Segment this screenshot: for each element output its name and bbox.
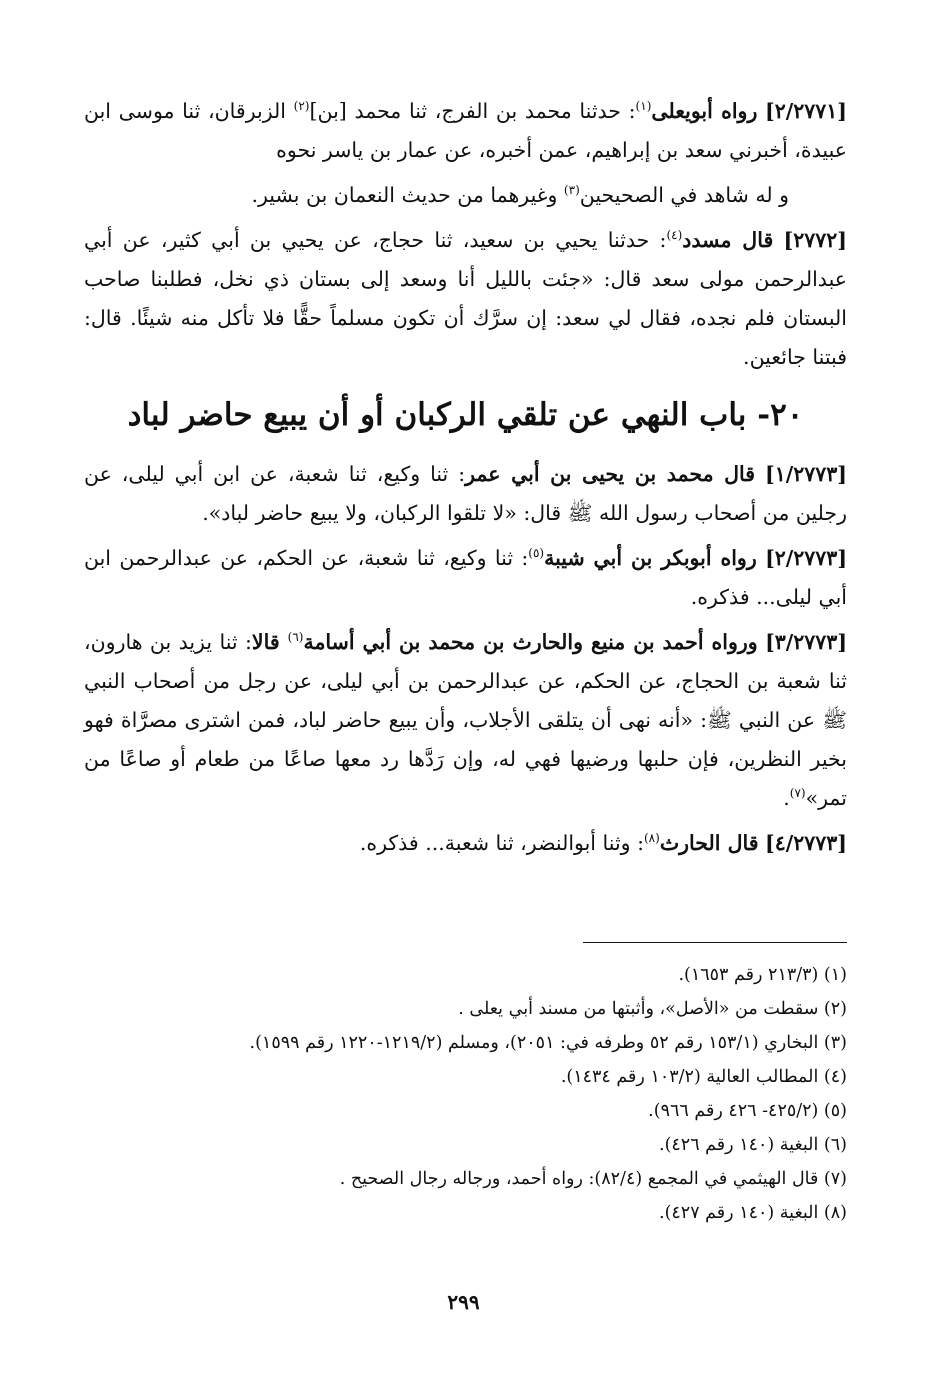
- footnote-marker[interactable]: (٦): [287, 630, 304, 645]
- footnote-marker[interactable]: (٨): [643, 831, 660, 846]
- hadith-ref: [٢/٢٧٧٣]: [765, 546, 848, 570]
- footnote-marker[interactable]: (٥): [528, 546, 545, 561]
- footnote-marker[interactable]: (٧): [789, 786, 806, 801]
- footnote-line: (٨) البغية (١٤٠ رقم ٤٢٧).: [659, 1203, 847, 1223]
- hadith-text: .: [783, 786, 790, 810]
- hadith-text: : وثنا أبوالنضر، ثنا شعبة... فذكره.: [359, 831, 644, 855]
- hadith-paragraph: [84, 176, 847, 215]
- hadith-paragraph: [84, 824, 847, 863]
- hadith-ref: [١/٢٧٧٣]: [765, 462, 847, 486]
- hadith-text: : حدثنا يحيي بن سعيد، ثنا حجاج، عن يحيي بن أبي كثير، عن أبي عبدالرحمن مولى سعد قال: «جئت بالليل أنا وسعد إلى بستان ذي نخل، فطلبنا صاحب البستان فلم نجده، فقال لي سعد: إن سرَّك أن تكون مسلماً حقًّا فلا تأكل منه شيئًا. قال: فبتنا جائعين.: [84, 228, 847, 369]
- footnote-marker[interactable]: (١): [635, 99, 652, 114]
- hadith-text: : حدثنا محمد بن الفرج، ثنا محمد [بن]: [309, 99, 636, 123]
- narrator-lead: قال محمد بن يحيى بن أبي عمر: [465, 462, 756, 486]
- hadith-ref: [٤/٢٧٧٣]: [765, 831, 847, 855]
- footnote-line: (٢) سقطت من «الأصل»، وأثبتها من مسند أبي يعلى .: [458, 999, 847, 1019]
- footnote-divider: [583, 942, 847, 943]
- narrator-lead: رواه أبويعلى: [651, 99, 758, 123]
- footnote-line: (٣) البخاري (١٥٣/١ رقم ٥٢ وطرفه في: ٢٠٥١)، ومسلم (١٢١٩/٢-١٢٢٠ رقم ١٥٩٩).: [249, 1033, 847, 1053]
- footnote-line: (٥) (٤٢٥/٢- ٤٢٦ رقم ٩٦٦).: [648, 1101, 847, 1121]
- narrator-lead: قالا: [251, 630, 288, 654]
- narrator-lead: رواه أبوبكر بن أبي شيبة: [544, 546, 757, 570]
- hadith-paragraph: [84, 221, 847, 377]
- hadith-ref: [٣/٢٧٧٣]: [765, 630, 848, 654]
- hadith-ref: [٢/٢٧٧١]: [765, 99, 847, 123]
- footnote-marker[interactable]: (٣): [563, 183, 580, 198]
- chapter-heading: ٢٠- باب النهي عن تلقي الركبان أو أن يبيع حاضر لباد: [127, 397, 804, 433]
- hadith-text: : ثنا وكيع، ثنا شعبة، عن ابن أبي ليلى، عن رجلين من أصحاب رسول الله ﷺ قال: «لا تلقوا الركبان، ولا يبيع حاضر لباد».: [84, 462, 847, 525]
- narrator-lead: قال مسدد: [682, 228, 774, 252]
- hadith-text: وغيرهما من حديث النعمان بن بشير.: [251, 183, 564, 207]
- footnote-line: (١) (٢١٣/٣ رقم ١٦٥٣).: [678, 965, 847, 985]
- narrator-lead: ورواه أحمد بن منيع والحارث بن محمد بن أبي أسامة: [303, 630, 758, 654]
- footnote-marker[interactable]: (٢): [293, 99, 310, 114]
- page-number: ٢٩٩: [447, 1290, 480, 1314]
- footnote-line: (٤) المطالب العالية (١٠٣/٢ رقم ١٤٣٤).: [560, 1067, 847, 1087]
- hadith-text: الزبرقان، ثنا موسى ابن عبيدة، أخبرني سعد بن إبراهيم، عمن أخبره، عن عمار بن ياسر نحوه: [84, 99, 847, 162]
- footnote-line: (٦) البغية (١٤٠ رقم ٤٢٦).: [659, 1135, 847, 1155]
- footnote-marker[interactable]: (٤): [666, 228, 683, 243]
- hadith-paragraph: [84, 539, 847, 617]
- hadith-text: : ثنا يزيد بن هارون، ثنا شعبة بن الحجاج، عن الحكم، عن عبدالرحمن بن أبي ليلى، عن رجل من أصحاب النبي ﷺ عن النبي ﷺ: «أنه نهى أن يتلقى الأجلاب، وأن يبيع حاضر لباد، فمن اشترى مصرَّاة فهو بخير النظرين، فإن حلبها ورضيها فهي له، وإن رَدَّها رد معها صاعًا من طعام أو صاعًا من تمر»: [84, 630, 847, 810]
- hadith-text: و له شاهد في الصحيحين: [579, 183, 789, 207]
- hadith-ref: [٢٧٧٢]: [783, 228, 847, 252]
- hadith-paragraph: [84, 623, 847, 818]
- hadith-paragraph: [84, 92, 847, 170]
- footnotes: [84, 958, 847, 1230]
- narrator-lead: قال الحارث: [659, 831, 759, 855]
- hadith-paragraph: [84, 455, 847, 533]
- hadith-text: : ثنا وكيع، ثنا شعبة، عن الحكم، عن عبدالرحمن ابن أبي ليلى... فذكره.: [84, 546, 847, 609]
- footnote-line: (٧) قال الهيثمي في المجمع (٨٢/٤): رواه أحمد، ورجاله رجال الصحيح .: [339, 1169, 847, 1189]
